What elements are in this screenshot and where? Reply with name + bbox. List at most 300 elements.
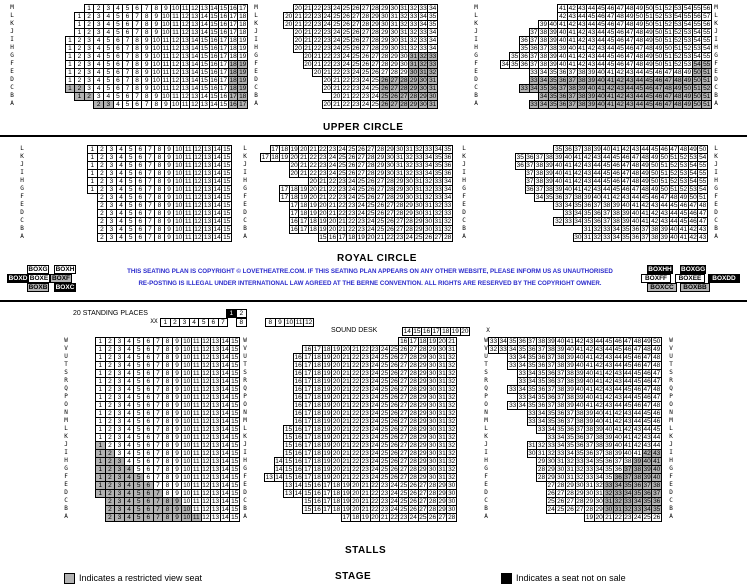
seat[interactable]: 46 xyxy=(616,37,624,44)
seat[interactable]: 41 xyxy=(559,21,567,28)
seat[interactable]: 21 xyxy=(342,402,350,409)
seat[interactable]: 38 xyxy=(578,69,586,76)
seat[interactable]: 30 xyxy=(424,218,433,225)
seat[interactable]: 49 xyxy=(641,178,649,185)
seat[interactable]: 21 xyxy=(319,186,327,193)
seat[interactable]: 5 xyxy=(125,193,136,202)
seat[interactable]: 15 xyxy=(223,194,231,201)
seat[interactable]: 14 xyxy=(191,77,199,84)
seat[interactable]: 13 xyxy=(181,77,189,84)
seat[interactable]: 9 xyxy=(172,449,183,458)
seat[interactable]: 40 xyxy=(564,186,572,193)
box-seat[interactable]: BOXG xyxy=(28,266,48,273)
seat[interactable]: 15 xyxy=(231,498,239,505)
seat[interactable]: 54 xyxy=(683,21,692,28)
seat[interactable]: 45 xyxy=(633,378,642,385)
seat[interactable]: 13 xyxy=(284,490,293,497)
seat[interactable]: 15 xyxy=(284,458,293,465)
seat[interactable]: 15 xyxy=(231,514,239,521)
seat[interactable]: 32 xyxy=(448,442,456,449)
seat[interactable]: 49 xyxy=(635,5,644,12)
seat[interactable]: 36 xyxy=(576,442,584,449)
seat[interactable]: 33 xyxy=(605,482,613,489)
seat[interactable]: 2 xyxy=(74,52,85,61)
seat[interactable]: 31 xyxy=(583,226,592,233)
seat[interactable]: 30 xyxy=(428,418,437,425)
seat[interactable]: 11 xyxy=(192,402,200,409)
seat[interactable]: 31 xyxy=(438,434,446,441)
seat[interactable]: 38 xyxy=(624,458,632,465)
seat[interactable]: 46 xyxy=(622,186,630,193)
seat[interactable]: 20 xyxy=(309,194,317,201)
seat[interactable]: 32 xyxy=(434,210,442,217)
seat[interactable]: 38 xyxy=(605,450,613,457)
seat[interactable]: 33 xyxy=(424,146,433,153)
seat[interactable]: 17 xyxy=(229,13,237,20)
seat[interactable]: 14 xyxy=(191,53,199,60)
seat[interactable]: 26 xyxy=(409,506,417,513)
seat[interactable]: 35 xyxy=(549,69,557,76)
seat[interactable]: 31 xyxy=(438,370,446,377)
seat[interactable]: 30 xyxy=(448,498,456,505)
seat[interactable]: 9 xyxy=(164,217,175,226)
seat[interactable]: 18 xyxy=(332,506,341,513)
seat[interactable]: 4 xyxy=(116,145,127,154)
seat[interactable]: 43 xyxy=(626,77,634,84)
seat[interactable]: 15 xyxy=(219,101,228,108)
seat[interactable]: 37 xyxy=(566,418,574,425)
seat[interactable]: 32 xyxy=(605,490,613,497)
seat[interactable]: 14 xyxy=(210,5,218,12)
seat[interactable]: 24 xyxy=(371,370,379,377)
seat[interactable]: 26 xyxy=(557,498,565,505)
seat[interactable]: 35 xyxy=(539,85,548,92)
seat[interactable]: 51 xyxy=(655,5,663,12)
seat[interactable]: 13 xyxy=(181,61,189,68)
seat[interactable]: 45 xyxy=(643,418,651,425)
seat[interactable]: 36 xyxy=(526,154,534,161)
seat[interactable]: 35 xyxy=(545,194,553,201)
seat[interactable]: 43 xyxy=(578,21,586,28)
seat[interactable]: 14 xyxy=(221,338,229,345)
seat[interactable]: 55 xyxy=(703,61,711,68)
seat[interactable]: 31 xyxy=(438,362,446,369)
seat[interactable]: 22 xyxy=(319,146,327,153)
seat[interactable]: 24 xyxy=(361,85,370,92)
seat[interactable]: 24 xyxy=(371,394,379,401)
seat[interactable]: 18 xyxy=(313,370,321,377)
seat[interactable]: 20 xyxy=(332,386,341,393)
seat[interactable]: 22 xyxy=(352,386,360,393)
seat[interactable]: 18 xyxy=(313,410,321,417)
seat[interactable]: 15 xyxy=(231,426,239,433)
seat[interactable]: 37 xyxy=(603,210,611,217)
seat[interactable]: 34 xyxy=(633,498,642,505)
seat[interactable]: 24 xyxy=(371,466,379,473)
seat[interactable]: 47 xyxy=(699,218,707,225)
seat[interactable]: 47 xyxy=(653,370,661,377)
seat[interactable]: 34 xyxy=(419,21,427,28)
seat[interactable]: 3 xyxy=(114,361,125,370)
seat[interactable]: 4 xyxy=(116,185,127,194)
seat[interactable]: 25 xyxy=(390,346,398,353)
seat[interactable]: 34 xyxy=(444,186,452,193)
seat[interactable]: 18 xyxy=(313,434,321,441)
seat[interactable]: 12 xyxy=(171,45,180,52)
seat[interactable]: 23 xyxy=(361,93,370,100)
seat[interactable]: 27 xyxy=(400,354,408,361)
seat[interactable]: 28 xyxy=(371,29,379,36)
seat[interactable]: 42 xyxy=(612,194,620,201)
seat[interactable]: 5 xyxy=(133,457,144,466)
seat[interactable]: 3 xyxy=(114,353,125,362)
seat[interactable]: 44 xyxy=(595,338,603,345)
seat[interactable]: 12 xyxy=(191,5,199,12)
seat[interactable]: 16 xyxy=(290,226,298,233)
seat[interactable]: 7 xyxy=(153,417,164,426)
seat[interactable]: 2 xyxy=(170,318,181,327)
seat[interactable]: 16 xyxy=(290,218,298,225)
seat[interactable]: 12 xyxy=(171,69,180,76)
seat[interactable]: 43 xyxy=(568,13,576,20)
seat[interactable]: 18 xyxy=(239,29,247,36)
seat[interactable]: 40 xyxy=(643,458,651,465)
seat[interactable]: 18 xyxy=(229,37,237,44)
seat[interactable]: 28 xyxy=(409,354,417,361)
seat[interactable]: 21 xyxy=(333,101,341,108)
seat[interactable]: 10 xyxy=(183,386,191,393)
seat[interactable]: 9 xyxy=(172,481,183,490)
seat[interactable]: 15 xyxy=(231,450,239,457)
seat[interactable]: 48 xyxy=(631,178,640,185)
seat[interactable]: 5 xyxy=(133,505,144,514)
seat[interactable]: 7 xyxy=(218,318,229,327)
seat[interactable]: 20 xyxy=(294,29,302,36)
seat[interactable]: 20 xyxy=(332,402,341,409)
seat[interactable]: 37 xyxy=(557,378,565,385)
seat[interactable]: 40 xyxy=(597,93,605,100)
seat[interactable]: 23 xyxy=(361,370,369,377)
seat[interactable]: 25 xyxy=(400,506,408,513)
seat[interactable]: 14 xyxy=(213,162,221,169)
seat[interactable]: 48 xyxy=(626,5,634,12)
seat[interactable]: 28 xyxy=(428,490,437,497)
seat[interactable]: 50 xyxy=(693,77,701,84)
seat[interactable]: 37 xyxy=(557,394,565,401)
seat[interactable]: 26 xyxy=(348,162,356,169)
seat[interactable]: 14 xyxy=(221,514,229,521)
seat[interactable]: 25 xyxy=(342,45,350,52)
seat[interactable]: 17 xyxy=(304,386,312,393)
seat[interactable]: 7 xyxy=(132,12,143,21)
seat[interactable]: 2 xyxy=(105,345,116,354)
seat[interactable]: 13 xyxy=(211,362,220,369)
seat[interactable]: 29 xyxy=(428,346,437,353)
seat[interactable]: 15 xyxy=(231,378,239,385)
seat[interactable]: 20 xyxy=(332,474,341,481)
seat[interactable]: 22 xyxy=(352,93,360,100)
seat[interactable]: 16 xyxy=(210,45,218,52)
seat[interactable]: 38 xyxy=(545,154,553,161)
seat[interactable]: 43 xyxy=(660,210,668,217)
seat[interactable]: 28 xyxy=(409,474,417,481)
seat[interactable]: 27 xyxy=(400,474,408,481)
seat[interactable]: 34 xyxy=(429,45,437,52)
seat[interactable]: 46 xyxy=(653,410,661,417)
seat[interactable]: 31 xyxy=(429,101,437,108)
seat[interactable]: 7 xyxy=(132,28,143,37)
seat[interactable]: 51 xyxy=(703,77,711,84)
seat[interactable]: 45 xyxy=(643,410,651,417)
seat[interactable]: 19 xyxy=(323,386,331,393)
seat[interactable]: 35 xyxy=(566,442,574,449)
seat[interactable]: 10 xyxy=(175,162,183,169)
seat[interactable]: 25 xyxy=(400,498,408,505)
seat[interactable]: 41 xyxy=(641,210,649,217)
seat[interactable]: 16 xyxy=(294,362,302,369)
seat[interactable]: 23 xyxy=(352,85,360,92)
seat[interactable]: 49 xyxy=(653,346,661,353)
seat[interactable]: 13 xyxy=(211,514,220,521)
seat[interactable]: 42 xyxy=(568,21,576,28)
seat[interactable]: 22 xyxy=(333,69,341,76)
seat[interactable]: 24 xyxy=(405,234,413,241)
seat[interactable]: 19 xyxy=(239,77,247,84)
seat[interactable]: 39 xyxy=(660,226,668,233)
seat[interactable]: 10 xyxy=(152,61,160,68)
seat[interactable]: 31 xyxy=(583,234,592,241)
seat[interactable]: 22 xyxy=(313,29,322,36)
seat[interactable]: 29 xyxy=(419,442,427,449)
seat[interactable]: 10 xyxy=(175,202,183,209)
seat[interactable]: 42 xyxy=(568,5,576,12)
seat[interactable]: 3 xyxy=(106,145,117,154)
seat[interactable]: 21 xyxy=(342,386,350,393)
seat[interactable]: 6 xyxy=(143,449,154,458)
seat[interactable]: 20 xyxy=(352,490,360,497)
seat[interactable]: 5 xyxy=(133,385,144,394)
seat[interactable]: 48 xyxy=(664,85,672,92)
seat[interactable]: 53 xyxy=(683,37,692,44)
seat[interactable]: 3 xyxy=(114,465,125,474)
seat[interactable]: 29 xyxy=(438,482,446,489)
seat[interactable]: 51 xyxy=(664,29,672,36)
seat[interactable]: 48 xyxy=(653,386,661,393)
seat[interactable]: 34 xyxy=(528,370,536,377)
seat[interactable]: 11 xyxy=(192,386,200,393)
seat[interactable]: 54 xyxy=(699,186,707,193)
seat[interactable]: 1 xyxy=(95,441,106,450)
seat[interactable]: 14 xyxy=(221,378,229,385)
seat[interactable]: 28 xyxy=(405,226,413,233)
seat[interactable]: 28 xyxy=(409,386,417,393)
seat[interactable]: 38 xyxy=(549,45,557,52)
seat[interactable]: 1 xyxy=(95,489,106,498)
seat[interactable]: 14 xyxy=(221,474,229,481)
seat[interactable]: 34 xyxy=(624,490,632,497)
seat[interactable]: 7 xyxy=(145,177,156,186)
seat[interactable]: 7 xyxy=(145,201,156,210)
seat[interactable]: 3 xyxy=(114,441,125,450)
seat[interactable]: 34 xyxy=(539,93,548,100)
seat[interactable]: 49 xyxy=(679,194,688,201)
seat[interactable]: 8 xyxy=(141,20,152,29)
seat[interactable]: 23 xyxy=(361,354,369,361)
seat[interactable]: 20 xyxy=(328,218,337,225)
seat[interactable]: 30 xyxy=(381,13,389,20)
seat[interactable]: 33 xyxy=(564,218,572,225)
seat[interactable]: 10 xyxy=(183,466,191,473)
seat[interactable]: 23 xyxy=(361,378,369,385)
seat[interactable]: 49 xyxy=(683,77,692,84)
seat[interactable]: 45 xyxy=(624,362,632,369)
seat[interactable]: 54 xyxy=(699,154,707,161)
seat[interactable]: 12 xyxy=(202,474,210,481)
seat[interactable]: 13 xyxy=(181,69,189,76)
seat[interactable]: 43 xyxy=(587,37,596,44)
seat[interactable]: 23 xyxy=(400,514,408,521)
seat[interactable]: 13 xyxy=(203,226,212,233)
seat[interactable]: 34 xyxy=(424,170,433,177)
seat[interactable]: 15 xyxy=(231,410,239,417)
seat[interactable]: 14 xyxy=(221,354,229,361)
seat[interactable]: 28 xyxy=(409,434,417,441)
seat[interactable]: 27 xyxy=(352,21,360,28)
seat[interactable]: 51 xyxy=(703,69,711,76)
seat[interactable]: 21 xyxy=(605,514,613,521)
seat[interactable]: 20 xyxy=(290,154,298,161)
seat[interactable]: 19 xyxy=(323,418,331,425)
seat[interactable]: 9 xyxy=(141,76,152,85)
seat[interactable]: 47 xyxy=(664,93,672,100)
seat[interactable]: 7 xyxy=(145,145,156,154)
seat[interactable]: 8 xyxy=(151,100,162,109)
seat[interactable]: 4 xyxy=(93,36,104,45)
seat[interactable]: 52 xyxy=(703,85,711,92)
seat[interactable]: 38 xyxy=(585,426,594,433)
seat[interactable]: 28 xyxy=(409,370,417,377)
seat[interactable]: 41 xyxy=(614,426,622,433)
seat[interactable]: 13 xyxy=(203,146,212,153)
seat[interactable]: 1 xyxy=(65,76,76,85)
seat[interactable]: 36 xyxy=(444,162,452,169)
seat[interactable]: 30 xyxy=(557,466,565,473)
seat[interactable]: 38 xyxy=(576,418,584,425)
seat[interactable]: 21 xyxy=(338,226,346,233)
seat[interactable]: 1 xyxy=(87,177,98,186)
seat[interactable]: 16 xyxy=(294,450,302,457)
seat[interactable]: 55 xyxy=(703,29,711,36)
seat[interactable]: 51 xyxy=(664,61,672,68)
seat[interactable]: 18 xyxy=(229,85,237,92)
seat[interactable]: 17 xyxy=(304,354,312,361)
seat[interactable]: 15 xyxy=(284,442,293,449)
seat[interactable]: 18 xyxy=(313,466,321,473)
seat[interactable]: 33 xyxy=(409,13,418,20)
seat[interactable]: 4 xyxy=(93,52,104,61)
seat[interactable]: 12 xyxy=(194,146,202,153)
box-seat[interactable]: BOXBB xyxy=(680,283,710,292)
seat[interactable]: 1 xyxy=(95,393,106,402)
seat[interactable]: 47 xyxy=(633,346,642,353)
seat[interactable]: 24 xyxy=(371,93,379,100)
seat[interactable]: 25 xyxy=(380,474,389,481)
seat[interactable]: 42 xyxy=(595,402,603,409)
seat[interactable]: 3 xyxy=(179,318,190,327)
seat[interactable]: 17 xyxy=(304,362,312,369)
seat[interactable]: 39 xyxy=(545,178,553,185)
seat[interactable]: 38 xyxy=(651,226,659,233)
seat[interactable]: 25 xyxy=(333,21,341,28)
seat[interactable]: 25 xyxy=(361,69,370,76)
seat[interactable]: 6 xyxy=(135,217,146,226)
seat[interactable]: 17 xyxy=(290,202,298,209)
seat[interactable]: 27 xyxy=(400,466,408,473)
seat[interactable]: 40 xyxy=(605,426,613,433)
seat[interactable]: 29 xyxy=(381,45,389,52)
seat[interactable]: 11 xyxy=(192,410,200,417)
seat[interactable]: 24 xyxy=(328,162,337,169)
seat[interactable]: 2 xyxy=(105,449,116,458)
seat[interactable]: 19 xyxy=(342,490,350,497)
seat[interactable]: 41 xyxy=(624,434,632,441)
seat[interactable]: 4 xyxy=(103,12,114,21)
seat[interactable]: 35 xyxy=(653,506,661,513)
seat[interactable]: 32 xyxy=(593,234,601,241)
seat[interactable]: 24 xyxy=(371,442,379,449)
seat[interactable]: 45 xyxy=(597,21,605,28)
seat[interactable]: 8 xyxy=(265,318,276,327)
seat[interactable]: 17 xyxy=(323,506,331,513)
seat[interactable]: 32 xyxy=(409,45,418,52)
seat[interactable]: 4 xyxy=(124,433,135,442)
seat[interactable]: 10 xyxy=(152,69,160,76)
seat[interactable]: 24 xyxy=(342,53,350,60)
seat[interactable]: 12 xyxy=(194,218,202,225)
seat[interactable]: 9 xyxy=(164,233,175,242)
seat[interactable]: 47 xyxy=(626,53,634,60)
seat[interactable]: 29 xyxy=(419,370,427,377)
seat[interactable]: 29 xyxy=(547,474,555,481)
seat[interactable]: 9 xyxy=(151,12,162,21)
seat[interactable]: 16 xyxy=(210,85,218,92)
seat[interactable]: 18 xyxy=(332,490,341,497)
seat[interactable]: 6 xyxy=(135,169,146,178)
seat[interactable]: 24 xyxy=(371,474,379,481)
seat[interactable]: 34 xyxy=(499,338,507,345)
seat[interactable]: 36 xyxy=(614,466,622,473)
seat[interactable]: 43 xyxy=(597,45,605,52)
seat[interactable]: 6 xyxy=(143,409,154,418)
seat[interactable]: 49 xyxy=(645,61,653,68)
seat[interactable]: 11 xyxy=(192,482,200,489)
seat[interactable]: 7 xyxy=(153,409,164,418)
seat[interactable]: 26 xyxy=(357,146,365,153)
seat[interactable]: 22 xyxy=(352,466,360,473)
seat[interactable]: 39 xyxy=(585,410,594,417)
seat[interactable]: 38 xyxy=(612,218,620,225)
seat[interactable]: 27 xyxy=(576,506,584,513)
seat[interactable]: 33 xyxy=(509,402,517,409)
seat[interactable]: 29 xyxy=(419,418,427,425)
seat[interactable]: 40 xyxy=(653,474,661,481)
seat[interactable]: 27 xyxy=(400,418,408,425)
seat[interactable]: 16 xyxy=(229,5,237,12)
seat[interactable]: 35 xyxy=(622,234,630,241)
seat[interactable]: 20 xyxy=(332,466,341,473)
seat[interactable]: 30 xyxy=(595,498,603,505)
seat[interactable]: 27 xyxy=(557,490,565,497)
